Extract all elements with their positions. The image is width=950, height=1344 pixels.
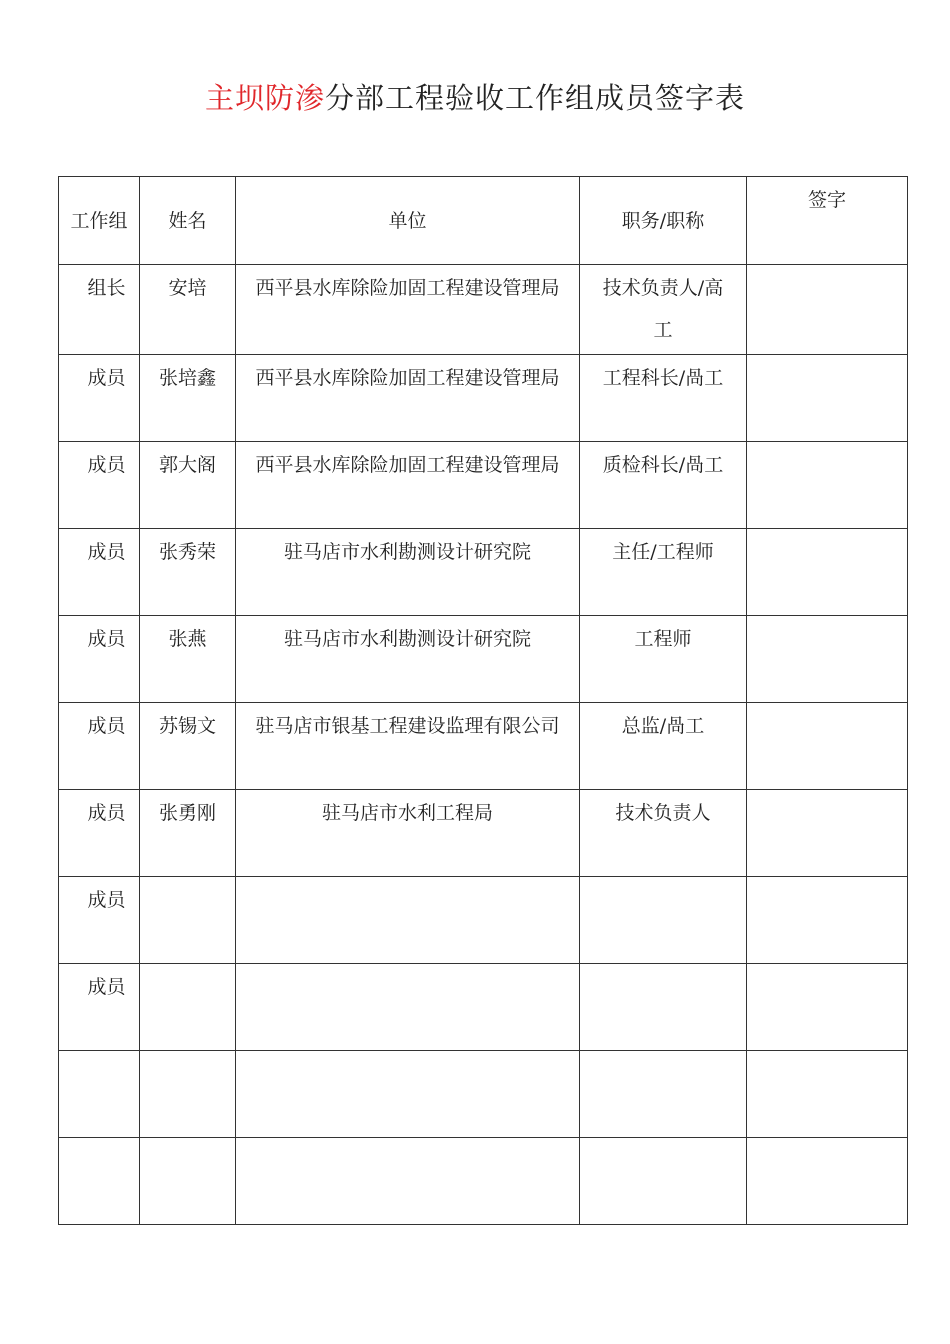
- cell-name: 安培: [140, 265, 236, 355]
- cell-position: 工程师: [580, 616, 747, 703]
- header-unit: 单位: [236, 177, 580, 265]
- cell-group: 成员: [59, 790, 140, 877]
- table-row: [59, 616, 908, 703]
- cell-name: [140, 877, 236, 964]
- cell-unit: 驻马店市银基工程建设监理有限公司: [236, 703, 580, 790]
- table-row: [59, 790, 908, 877]
- title-highlight: 主坝防渗: [204, 81, 325, 115]
- cell-group: 成员: [59, 703, 140, 790]
- table-row: [59, 529, 908, 616]
- cell-name: [140, 964, 236, 1051]
- signature-table: [58, 176, 908, 1225]
- cell-unit: 西平县水库除险加固工程建设管理局: [236, 355, 580, 442]
- header-group: 工作组: [59, 177, 140, 265]
- cell-unit: 驻马店市水利勘测设计研究院: [236, 616, 580, 703]
- cell-group: 组长: [59, 265, 140, 355]
- cell-position: 技术负责人: [580, 790, 747, 877]
- cell-signature[interactable]: [747, 265, 908, 355]
- cell-position: 质检科长/咼工: [580, 442, 747, 529]
- cell-unit: 西平县水库除险加固工程建设管理局: [236, 442, 580, 529]
- cell-signature[interactable]: [747, 442, 908, 529]
- cell-signature[interactable]: [747, 529, 908, 616]
- table-row: [59, 442, 908, 529]
- cell-name: [140, 1138, 236, 1225]
- cell-position: 总监/咼工: [580, 703, 747, 790]
- cell-position: [580, 1138, 747, 1225]
- cell-signature[interactable]: [747, 877, 908, 964]
- cell-signature[interactable]: [747, 964, 908, 1051]
- cell-name: 张燕: [140, 616, 236, 703]
- table-row: [59, 1051, 908, 1138]
- cell-position: [580, 1051, 747, 1138]
- cell-group: 成员: [59, 964, 140, 1051]
- cell-group: 成员: [59, 877, 140, 964]
- cell-signature[interactable]: [747, 1051, 908, 1138]
- cell-unit: [236, 964, 580, 1051]
- table-row: [59, 964, 908, 1051]
- cell-unit: 西平县水库除险加固工程建设管理局: [236, 265, 580, 355]
- cell-group: 成员: [59, 529, 140, 616]
- cell-unit: [236, 1138, 580, 1225]
- cell-signature[interactable]: [747, 790, 908, 877]
- cell-name: 张培鑫: [140, 355, 236, 442]
- cell-unit: 驻马店市水利工程局: [236, 790, 580, 877]
- table-row: [59, 1138, 908, 1225]
- cell-name: 张秀荣: [140, 529, 236, 616]
- cell-position: 主任/工程师: [580, 529, 747, 616]
- title-rest: 分部工程验收工作组成员签字表: [325, 81, 746, 115]
- cell-group: [59, 1138, 140, 1225]
- page-title: [0, 76, 950, 117]
- cell-name: 苏锡文: [140, 703, 236, 790]
- cell-unit: [236, 877, 580, 964]
- cell-position: 技术负责人/高工: [580, 265, 747, 355]
- cell-unit: [236, 1051, 580, 1138]
- header-position: 职务/职称: [580, 177, 747, 265]
- header-name: 姓名: [140, 177, 236, 265]
- cell-name: 张勇刚: [140, 790, 236, 877]
- table-row: [59, 877, 908, 964]
- cell-position: [580, 964, 747, 1051]
- cell-signature[interactable]: [747, 703, 908, 790]
- cell-signature[interactable]: [747, 1138, 908, 1225]
- cell-group: 成员: [59, 355, 140, 442]
- cell-name: [140, 1051, 236, 1138]
- table-row: [59, 265, 908, 355]
- cell-position: [580, 877, 747, 964]
- table-row: [59, 355, 908, 442]
- cell-group: 成员: [59, 616, 140, 703]
- header-signature: 签字: [747, 177, 908, 265]
- cell-signature[interactable]: [747, 355, 908, 442]
- table-row: [59, 703, 908, 790]
- cell-group: 成员: [59, 442, 140, 529]
- cell-name: 郭大阁: [140, 442, 236, 529]
- cell-group: [59, 1051, 140, 1138]
- cell-unit: 驻马店市水利勘测设计研究院: [236, 529, 580, 616]
- cell-signature[interactable]: [747, 616, 908, 703]
- cell-position: 工程科长/咼工: [580, 355, 747, 442]
- table-header-row: [59, 177, 908, 265]
